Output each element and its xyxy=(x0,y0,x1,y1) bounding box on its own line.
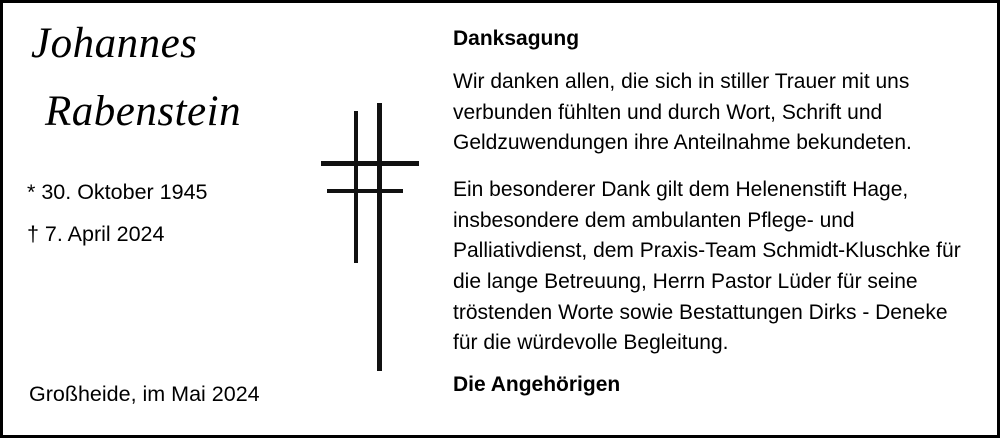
notice-layout xyxy=(3,3,997,435)
notice-right-column xyxy=(433,3,997,435)
birth-date-line: * 30. Oktober 1945 xyxy=(27,180,208,205)
thanks-paragraph-2: Ein besonderer Dank gilt dem Helenenstift Hage, insbesondere dem ambulanten Pflege- und Palliativdienst, dem Praxis-Team Schmidt-Kluschke für die lange Betreuung, Herrn Pastor Lüder für seine tröstenden Worte sowie Bestattungen Dirks - Deneke für die würdevolle Begleitung. xyxy=(453,177,961,355)
place-and-date-line: Großheide, im Mai 2024 xyxy=(29,382,260,406)
closing-signature: Die Angehörigen xyxy=(453,372,621,396)
thanks-heading: Danksagung xyxy=(453,27,580,50)
deceased-first-name: Johannes xyxy=(31,20,198,67)
thanks-paragraph-1: Wir danken allen, die sich in stiller Trauer mit uns verbunden fühlten und durch Wort, Schrift und Geldzuwendungen ihre Anteilnahme bekundeten. xyxy=(453,70,912,155)
deceased-last-name: Rabenstein xyxy=(45,87,242,135)
death-date-line: † 7. April 2024 xyxy=(27,221,165,246)
christian-cross-icon xyxy=(321,103,421,373)
notice-left-column xyxy=(3,3,433,435)
